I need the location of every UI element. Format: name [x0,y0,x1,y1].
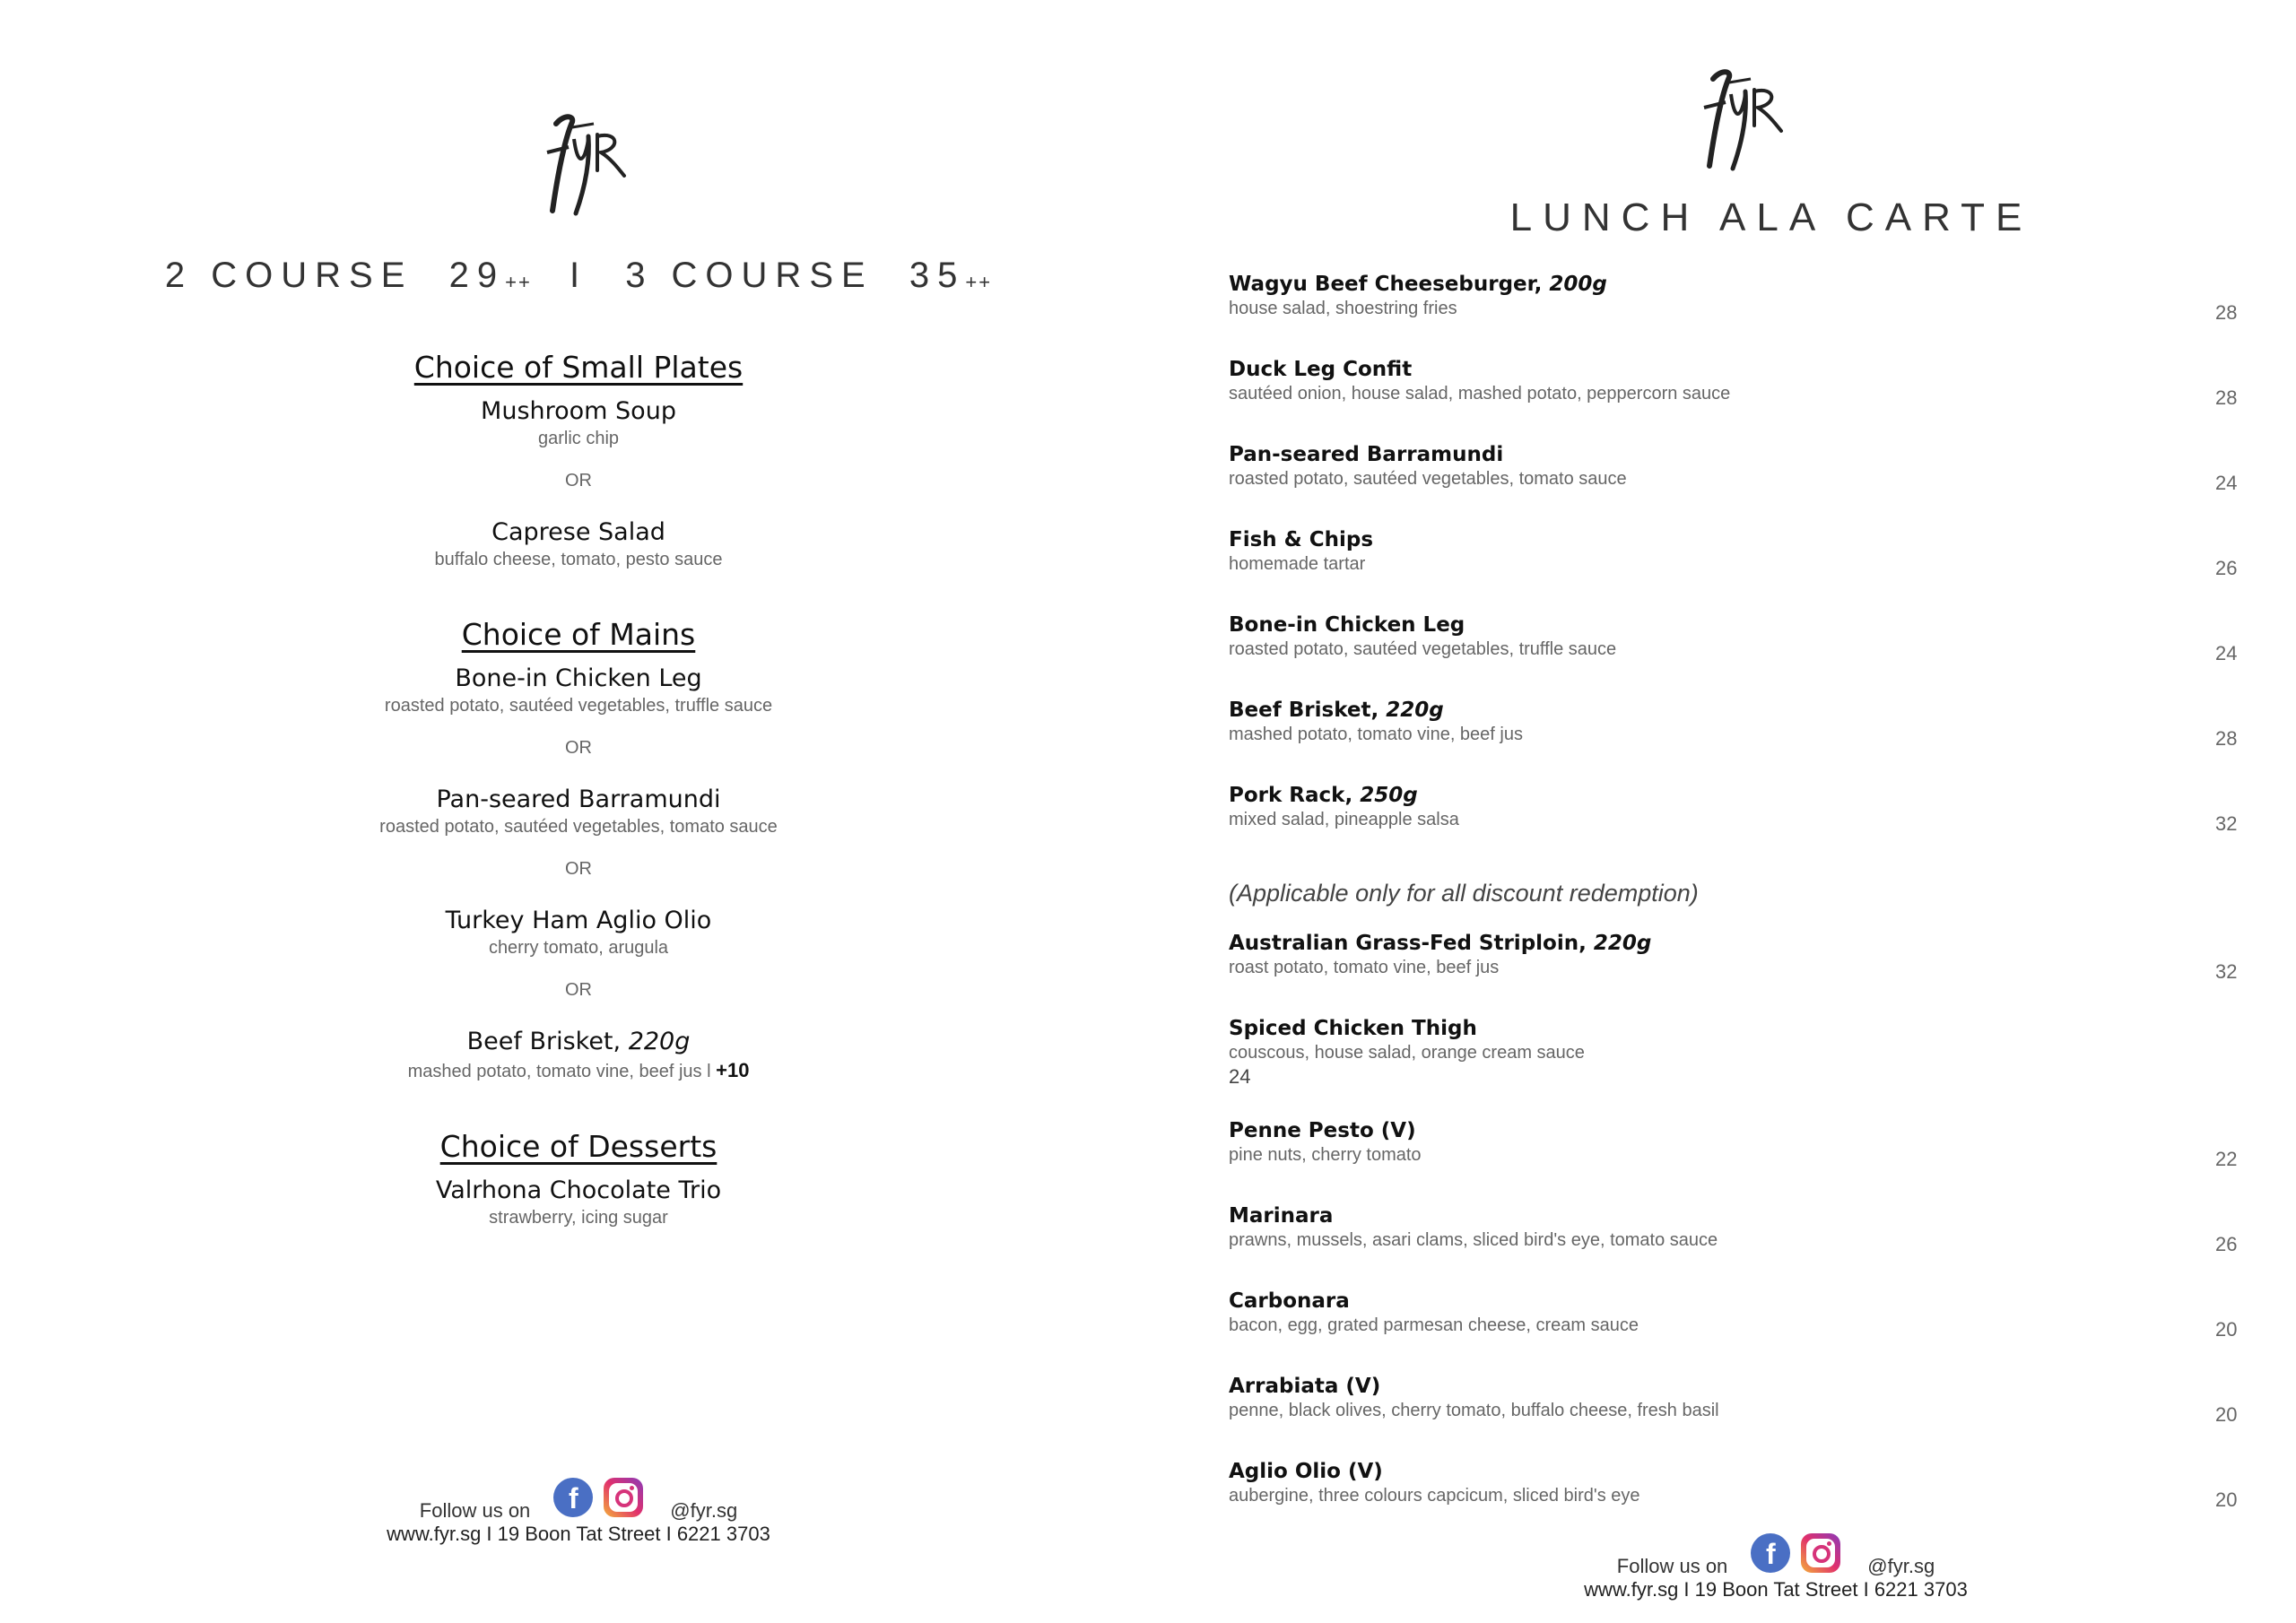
item-desc: roast potato, tomato vine, beef jus [1229,958,1500,977]
item-name: Marinara [1229,1204,1334,1228]
dish-name: Caprese Salad [491,518,665,546]
social-handle: @fyr.sg [670,1499,738,1522]
section-heading-small-plates: Choice of Small Plates [413,350,744,385]
dish-desc-with-surcharge [0,1059,1157,1082]
instagram-icon[interactable] [1801,1533,1840,1573]
item-weight: 200g [1549,273,1607,296]
surcharge: +10 [716,1059,750,1081]
dish-desc-text: mashed potato, tomato vine, beef jus l [407,1062,717,1081]
follow-text: Follow us on [419,1499,531,1522]
section-gap [0,570,1157,617]
three-course-suffix: ++ [965,271,993,293]
menu-item [1229,784,2296,869]
section-heading-mains: Choice of Mains [461,617,696,652]
item-desc: prawns, mussels, asari clams, sliced bird's eye, tomato sauce [1229,1230,1718,1250]
item-name: Penne Pesto (V) [1229,1119,1416,1142]
item-desc: penne, black olives, cherry tomato, buffalo cheese, fresh basil [1229,1401,1719,1420]
dish-desc: cherry tomato, arugula [488,938,669,958]
item-name: Aglio Olio (V) [1229,1460,1383,1483]
menu-item [1229,443,2296,528]
item-name: Spiced Chicken Thigh [1229,1017,1477,1040]
item-price: 22 [2215,1148,2238,1170]
menu-item [1229,1017,2296,1119]
item-name: Carbonara [1229,1289,1350,1313]
instagram-icon[interactable] [604,1478,643,1517]
lunch-ala-carte-title: LUNCH ALA CARTE [1509,195,2033,239]
item-weight: 250g [1360,784,1418,807]
two-course-price: 29 [448,256,506,295]
follow-row [1507,1533,2045,1577]
dish-desc: garlic chip [537,429,620,448]
contact-address: www.fyr.sg I 19 Boon Tat Street I 6221 3703 [1584,1578,1968,1601]
right-footer [1507,1533,2045,1601]
item-desc: house salad, shoestring fries [1229,299,1457,318]
course-pricing-title [0,256,1157,296]
contact-address: www.fyr.sg I 19 Boon Tat Street I 6221 3703 [387,1523,770,1545]
dish-name: Pan-seared Barramundi [436,785,721,813]
item-name [1229,932,2296,955]
item-desc: couscous, house salad, orange cream sauce [1229,1043,1585,1063]
item-desc: roasted potato, sautéed vegetables, truffle sauce [1229,639,1617,659]
item-desc: mashed potato, tomato vine, beef jus [1229,725,1523,744]
item-name: Pan-seared Barramundi [1229,443,1504,466]
item-desc: roasted potato, sautéed vegetables, tomato sauce [1229,469,1627,489]
item-name-text: Pork Rack, [1229,784,1361,807]
item-price: 32 [2215,960,2238,983]
or-divider: OR [565,471,592,490]
item-name [1229,273,2296,296]
item-price: 32 [2215,812,2238,835]
lunch-ala-carte-page [1157,0,2296,1623]
item-desc: sautéed onion, house salad, mashed potato, peppercorn sauce [1229,384,1731,404]
item-desc: pine nuts, cherry tomato [1229,1145,1422,1165]
item-name-text: Australian Grass-Fed Striploin, [1229,932,1594,955]
facebook-icon[interactable]: f [1751,1533,1790,1573]
menu-item [1229,613,2296,699]
three-course-label: 3 COURSE [625,256,874,295]
item-desc: mixed salad, pineapple salsa [1229,810,1459,829]
item-name-text: Beef Brisket, [1229,699,1387,722]
discount-note: (Applicable only for all discount redemption) [1229,880,1699,907]
or-divider: OR [565,859,592,879]
item-price: 28 [2215,727,2238,750]
item-name: Bone-in Chicken Leg [1229,613,1465,637]
item-name [1229,699,2296,722]
instagram-icon-dot [1827,1541,1831,1546]
menu-item [1229,1204,2296,1289]
item-weight: 220g [1386,699,1444,722]
fyr-logo [520,99,637,224]
item-name: Fish & Chips [1229,528,1374,551]
set-menu [0,350,1157,1228]
item-price: 24 [1229,1065,1251,1088]
menu-item [1229,358,2296,443]
dish-desc: roasted potato, sautéed vegetables, truffle sauce [384,696,773,716]
item-name-text: Wagyu Beef Cheeseburger, [1229,273,1550,296]
item-weight: 220g [1593,932,1652,955]
dish-desc: buffalo cheese, tomato, pesto sauce [434,550,723,569]
item-name: Arrabiata (V) [1229,1375,1381,1398]
item-name: Duck Leg Confit [1229,358,1413,381]
or-divider: OR [565,738,592,758]
item-price: 20 [2215,1488,2238,1511]
item-price: 20 [2215,1403,2238,1426]
social-handle: @fyr.sg [1867,1555,1935,1577]
menu-item [1229,1289,2296,1375]
three-course-price: 35 [909,256,966,295]
dish-weight: 220g [628,1028,691,1055]
follow-row [0,1478,1157,1522]
title-separator: I [569,256,588,295]
item-price: 24 [2215,642,2238,664]
dish-name: Bone-in Chicken Leg [455,664,702,692]
two-course-suffix: ++ [505,271,532,293]
menu-item [1229,932,2296,1017]
instagram-icon-dot [630,1486,634,1490]
menu-item [1229,1460,2296,1545]
item-desc: aubergine, three colours capcicum, sliced bird's eye [1229,1486,1640,1506]
item-price: 28 [2215,386,2238,409]
item-desc: bacon, egg, grated parmesan cheese, cream sauce [1229,1315,1639,1335]
dish-name-with-weight [0,1028,1157,1055]
section-gap [0,1082,1157,1129]
dish-name: Turkey Ham Aglio Olio [445,907,712,934]
facebook-icon[interactable]: f [553,1478,593,1517]
two-course-label: 2 COURSE [164,256,413,295]
fyr-logo [1677,54,1794,179]
follow-text: Follow us on [1616,1555,1728,1577]
menu-item [1229,528,2296,613]
or-divider: OR [565,980,592,1000]
dish-name-text: Beef Brisket, [466,1028,629,1055]
menu-item [1229,699,2296,784]
dish-desc: strawberry, icing sugar [489,1208,668,1228]
menu-item [1229,1375,2296,1460]
left-footer [0,1478,1157,1546]
item-price: 26 [2215,557,2238,579]
item-price: 20 [2215,1318,2238,1341]
dish-desc: roasted potato, sautéed vegetables, tomato sauce [379,817,778,837]
item-price: 26 [2215,1233,2238,1255]
menu-item [1229,1119,2296,1204]
item-price: 28 [2215,301,2238,324]
section-heading-desserts: Choice of Desserts [439,1129,718,1164]
dish-name: Valrhona Chocolate Trio [435,1176,722,1204]
item-desc: homemade tartar [1229,554,1366,574]
item-name [1229,784,2296,807]
dish-name: Mushroom Soup [481,397,676,425]
item-price: 24 [2215,472,2238,494]
ala-carte-menu-list [1229,273,2296,1545]
menu-item [1229,273,2296,358]
